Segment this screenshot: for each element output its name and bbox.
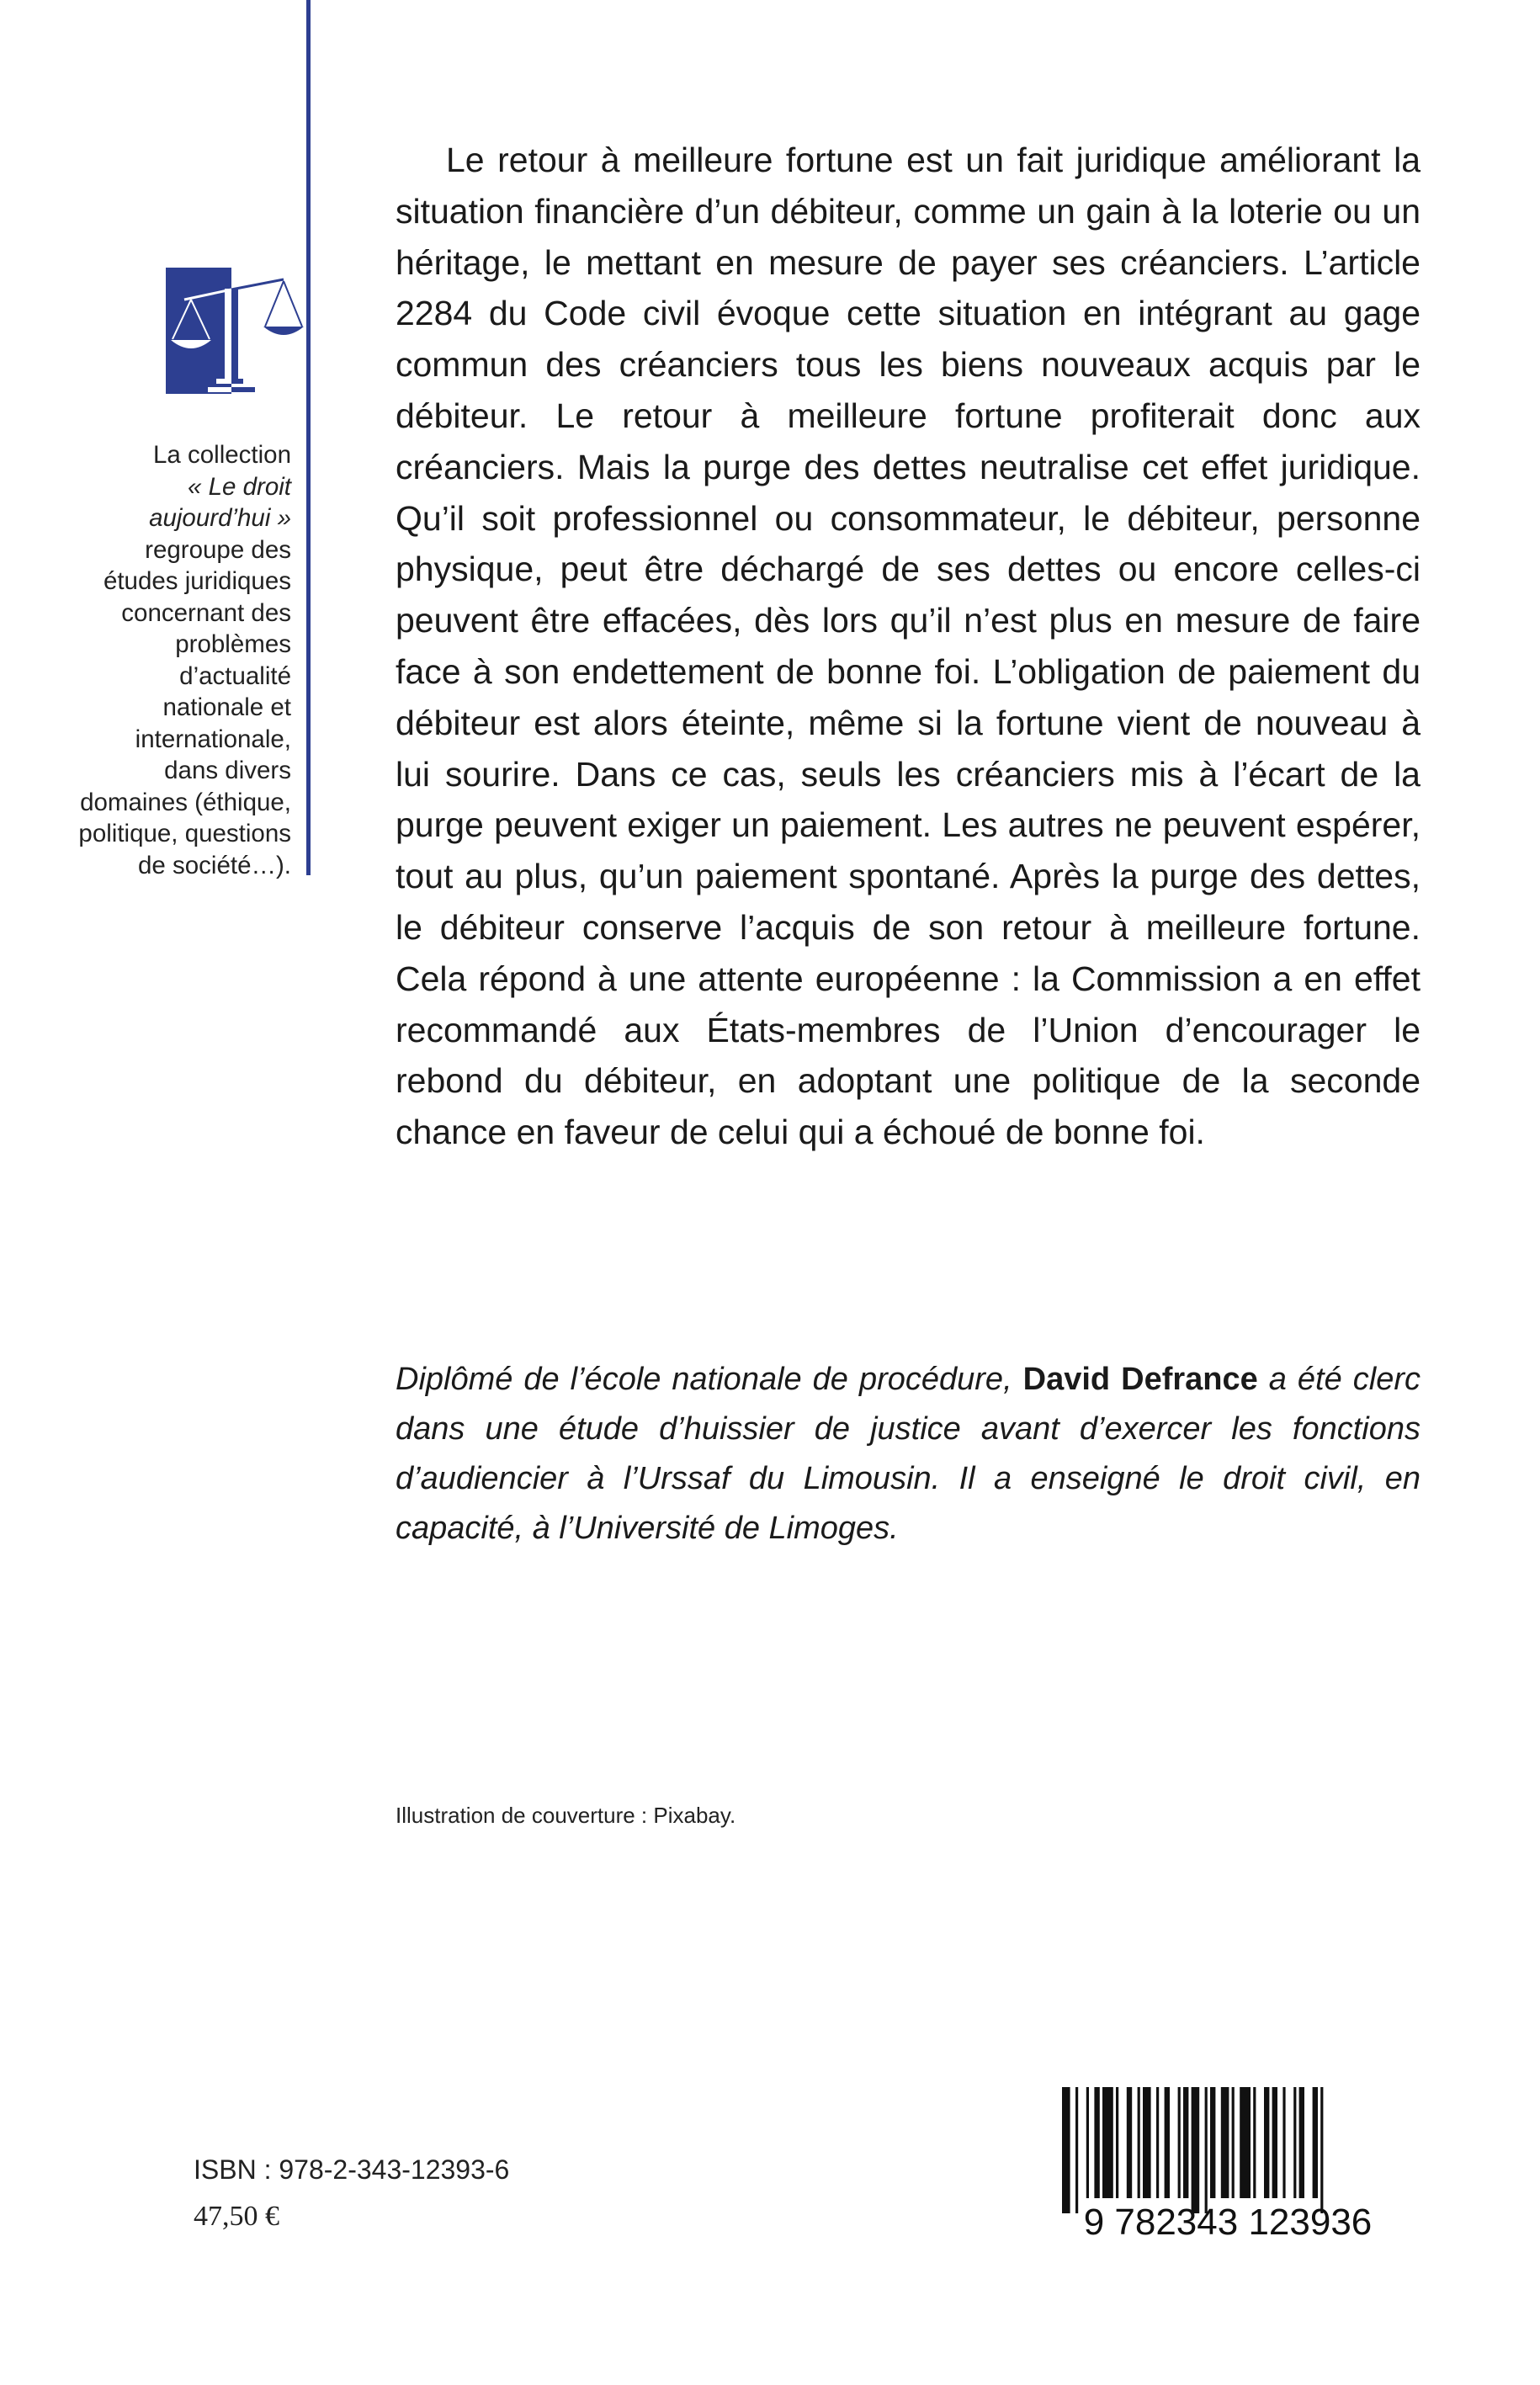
author-name: David Defrance (1022, 1362, 1258, 1397)
author-bio (396, 1355, 1421, 1554)
cover-credit: Illustration de couverture : Pixabay. (396, 1803, 736, 1828)
price: 47,50 € (194, 2201, 279, 2232)
collection-text: regroupe des études juridiques concernant des problèmes d’actualité nationale et internationale, dans divers domaines (éthique, politique, questions de société…). (78, 535, 291, 879)
isbn: ISBN : 978-2-343-12393-6 (194, 2154, 510, 2185)
bio-rest: a été clerc dans une étude d’huissier de justice avant d’exercer les fonctions d’audiencier à l’Urssaf du Limousin. Il a enseigné le droit civil, en capacité, à l’Université de Limoges. (396, 1362, 1421, 1546)
bio-intro: Diplômé de l’école nationale de procédure, (396, 1362, 1023, 1397)
scales-of-justice-icon (166, 268, 339, 398)
collection-intro: La collection (153, 441, 291, 469)
series-title: « Le droit aujourd’hui » (149, 472, 291, 532)
back-cover-blurb (396, 135, 1421, 1158)
vertical-rule (306, 0, 311, 875)
barcode-digits: 9 782343 123936 (1083, 2202, 1373, 2239)
collection-description (76, 439, 291, 881)
blurb-paragraph: Le retour à meilleure fortune est un fait juridique améliorant la situation financière d’un débiteur, comme un gain à la loterie ou un héritage, le mettant en mesure de payer ses créanciers. L’article 2284 du Code civil évoque cette situation en intégrant au gage commun des créanciers tous les biens nouveaux acquis par le débiteur. Le retour à meilleure fortune profiterait donc aux créanciers. Mais la purge des dettes neutralise cet effet juridique. Qu’il soit professionnel ou consommateur, le débiteur, personne physique, peut être déchargé de ses dettes ou encore celles-ci peuvent être effacées, dès lors qu’il n’est plus en mesure de faire face à son endettement de bonne foi. L’obligation de paiement du débiteur est alors éteinte, même si la fortune vient de nouveau à lui sourire. Dans ce cas, seuls les créanciers mis à l’écart de la purge peuvent exiger un paiement. Les autres ne peuvent espérer, tout au plus, qu’un paiement spontané. Après la purge des dettes, le débiteur conserve l’acquis de son retour à meilleure fortune. Cela répond à une attente européenne : la Commission a en effet recommandé aux États-membres de l’Union d’encourager le rebond du débiteur, en adoptant une politique de la seconde chance en faveur de celui qui a échoué de bonne foi. (396, 141, 1421, 1152)
barcode-icon (1037, 2087, 1420, 2239)
